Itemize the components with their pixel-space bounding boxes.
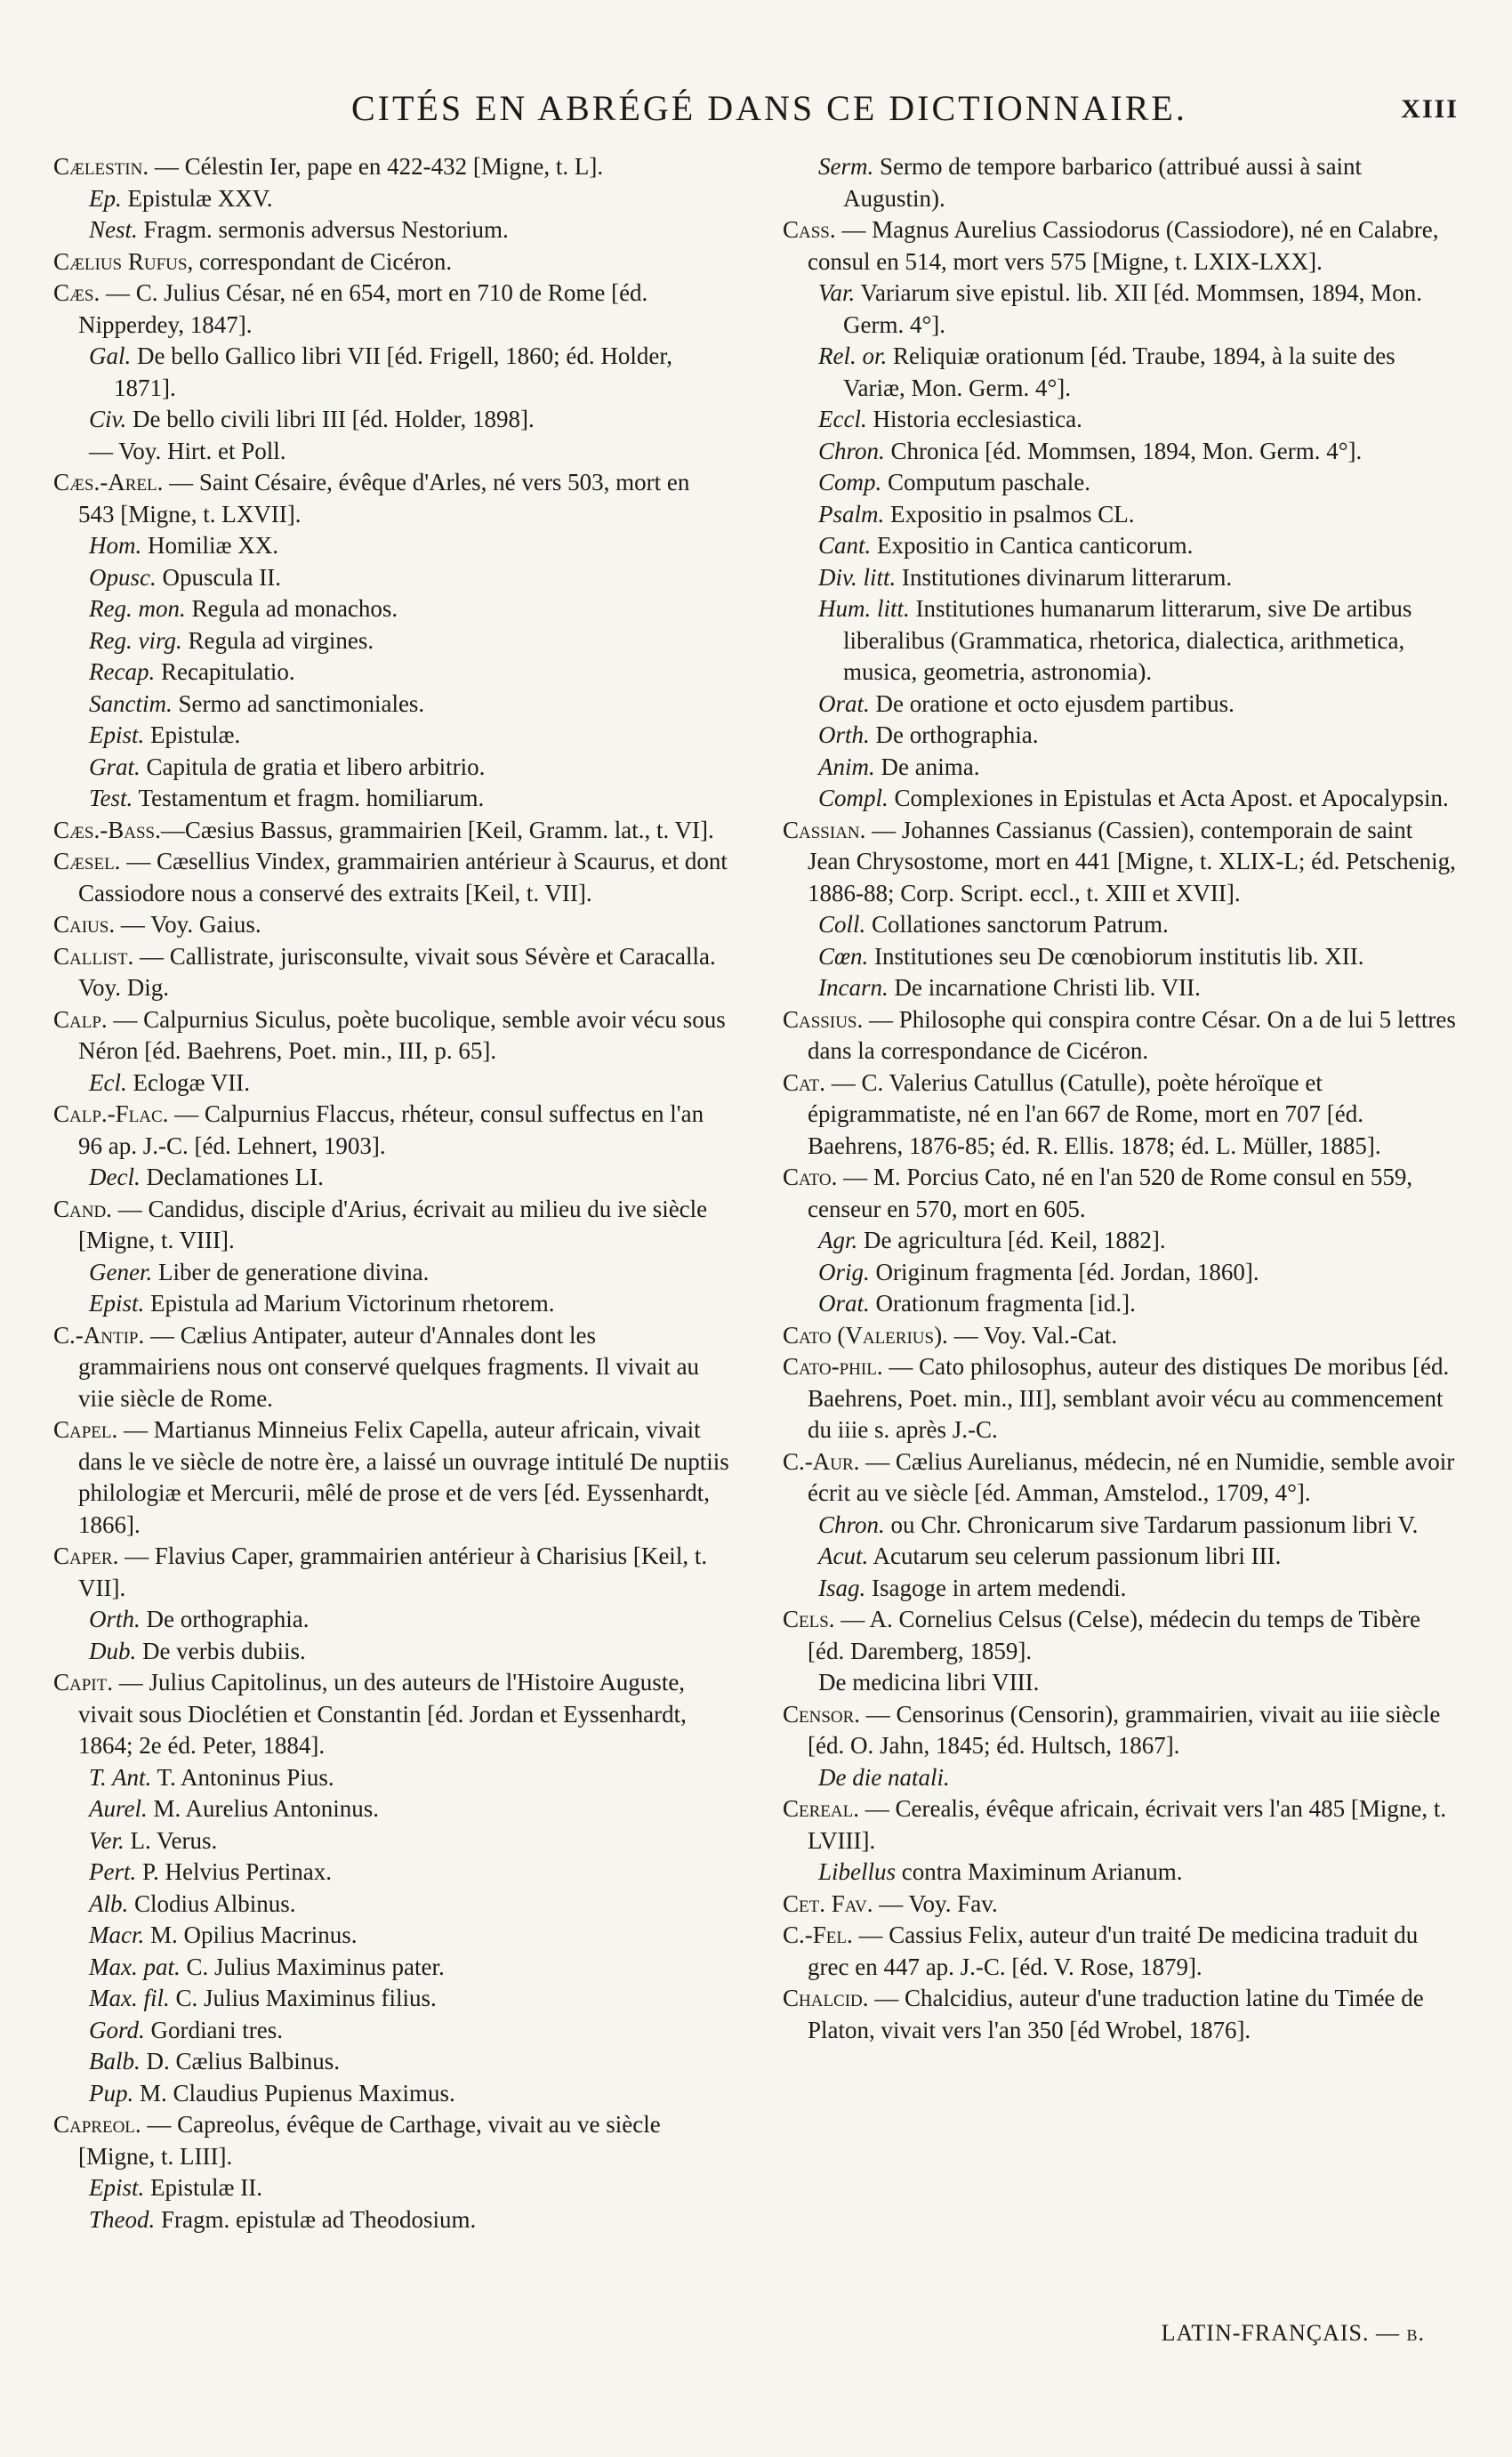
entry-text: M. Opilius Macrinus. xyxy=(144,1921,358,1948)
entry-text: Clodius Albinus. xyxy=(128,1889,296,1917)
abbreviation-line xyxy=(53,657,729,689)
entry-text: T. Antoninus Pius. xyxy=(151,1763,334,1791)
abbreviation-line xyxy=(53,341,729,404)
dictionary-entry xyxy=(783,1920,1459,1983)
abbreviation-line xyxy=(53,752,729,784)
abbreviation-line xyxy=(783,436,1459,468)
abbreviation-line xyxy=(783,909,1459,941)
entry-text: Sermo de tempore barbarico (attribué aussi à saint Augustin). xyxy=(843,153,1363,212)
abbreviation: Var. xyxy=(818,279,856,306)
dictionary-entry xyxy=(783,1004,1459,1067)
entry-text: Fragm. epistulæ ad Theodosium. xyxy=(155,2205,477,2233)
entry-key: Callist. xyxy=(53,942,134,970)
dictionary-entry xyxy=(53,1414,729,1541)
entry-text: Expositio in Cantica canticorum. xyxy=(871,532,1194,559)
entry-text: C. Julius Maximinus filius. xyxy=(169,1985,437,2011)
abbreviation: Epist. xyxy=(89,721,145,748)
dictionary-entry xyxy=(53,151,729,183)
abbreviation-line xyxy=(53,1257,729,1289)
abbreviation-line xyxy=(783,1857,1459,1889)
abbreviation: T. Ant. xyxy=(89,1763,152,1791)
abbreviation: Epist. xyxy=(89,2174,145,2201)
dictionary-entry xyxy=(53,941,729,1004)
abbreviation: Div. litt. xyxy=(818,563,897,591)
entry-key: Cet. Fav. xyxy=(783,1889,873,1917)
entry-text: L. Verus. xyxy=(124,1826,218,1854)
entry-text: P. Helvius Pertinax. xyxy=(136,1858,332,1885)
abbreviation-line xyxy=(783,941,1459,973)
abbreviation-line xyxy=(783,562,1459,594)
abbreviation-line xyxy=(53,593,729,625)
abbreviation-line xyxy=(783,689,1459,721)
abbreviation: Gord. xyxy=(89,2016,145,2043)
entry-key: C.-Aur. xyxy=(783,1447,860,1475)
entry-text: — Flavius Caper, grammairien antérieur à Charisius [Keil, t. VII]. xyxy=(78,1543,708,1601)
abbreviation: Anim. xyxy=(818,753,875,780)
entry-text: De medicina libri VIII. xyxy=(818,1669,1040,1696)
dictionary-entry xyxy=(53,846,729,909)
abbreviation-line xyxy=(53,625,729,657)
abbreviation-line xyxy=(53,1983,729,2015)
entry-text: — Cato philosophus, auteur des distiques De moribus [éd. Baehrens, Poet. min., III], semblant avoir vécu au commencement du iiie s. après J.-C. xyxy=(808,1353,1450,1443)
abbreviation-line xyxy=(53,1920,729,1952)
entry-text: Epistulæ. xyxy=(144,721,241,748)
abbreviation: Coll. xyxy=(818,911,866,938)
dictionary-entry xyxy=(783,1162,1459,1225)
entry-key: Cassian. xyxy=(783,816,866,843)
entry-text: Originum fragmenta [éd. Jordan, 1860]. xyxy=(869,1258,1259,1285)
abbreviation-line xyxy=(783,278,1459,341)
abbreviation: Reg. virg. xyxy=(89,626,182,654)
entry-key: Cæs.-Arel. xyxy=(53,469,164,495)
abbreviation: Comp. xyxy=(818,469,882,495)
entry-text: M. Claudius Pupienus Maximus. xyxy=(133,2079,455,2107)
abbreviation-line xyxy=(53,1889,729,1921)
abbreviation-line xyxy=(783,720,1459,752)
entry-text: De agricultura [éd. Keil, 1882]. xyxy=(857,1227,1166,1253)
abbreviation-line xyxy=(783,1225,1459,1257)
entry-key: Cass. xyxy=(783,216,836,243)
entry-text: — Callistrate, jurisconsulte, vivait sous Sévère et Caracalla. Voy. Dig. xyxy=(78,942,716,1001)
abbreviation-line xyxy=(783,151,1459,214)
abbreviation: Civ. xyxy=(89,406,127,432)
entry-text: Liber de generatione divina. xyxy=(152,1258,430,1285)
abbreviation-line xyxy=(783,341,1459,404)
abbreviation: Hom. xyxy=(89,532,142,559)
entry-key: Chalcid. xyxy=(783,1985,869,2011)
dictionary-entry xyxy=(53,1320,729,1415)
abbreviation: Max. pat. xyxy=(89,1953,181,1980)
abbreviation-line xyxy=(53,1793,729,1825)
abbreviation-line xyxy=(53,1825,729,1857)
abbreviation: Alb. xyxy=(89,1889,129,1917)
abbreviation: Rel. or. xyxy=(818,342,888,369)
dictionary-entry xyxy=(783,214,1459,278)
abbreviation: Gener. xyxy=(89,1258,153,1285)
entry-text: De bello Gallico libri VII [éd. Frigell, 1860; éd. Holder, 1871]. xyxy=(114,342,673,401)
entry-text: Capitula de gratia et libero arbitrio. xyxy=(140,753,486,780)
abbreviation: Chron. xyxy=(818,437,885,464)
abbreviation: Orth. xyxy=(89,1606,141,1632)
entry-text: Computum paschale. xyxy=(881,469,1090,495)
dictionary-entry xyxy=(53,909,729,941)
entry-text: Epistulæ II. xyxy=(144,2174,263,2201)
entry-key: Cæs. xyxy=(53,279,101,306)
abbreviation: Incarn. xyxy=(818,974,889,1001)
entry-key: Capel. xyxy=(53,1416,118,1443)
page-number: XIII xyxy=(1401,94,1459,124)
entry-text: — Candidus, disciple d'Arius, écrivait au milieu du ive siècle [Migne, t. VIII]. xyxy=(78,1195,708,1253)
abbreviation-line xyxy=(783,499,1459,531)
abbreviation: Max. fil. xyxy=(89,1985,170,2011)
entry-key: Cassius. xyxy=(783,1005,864,1033)
entry-key: Capit. xyxy=(53,1669,113,1696)
entry-text: — Célestin Ier, pape en 422-432 [Migne, t. L]. xyxy=(149,153,604,180)
entry-key: Cels. xyxy=(783,1606,835,1632)
entry-text: — Cæsellius Vindex, grammairien antérieur à Scaurus, et dont Cassiodore nous a conservé des extraits [Keil, t. VII]. xyxy=(78,848,728,906)
entry-text: — Calpurnius Flaccus, rhéteur, consul suffectus en l'an 96 ap. J.-C. [éd. Lehnert, 1903]. xyxy=(78,1100,704,1159)
entry-text: Testamentum et fragm. homiliarum. xyxy=(133,785,485,811)
entry-text: Eclogæ VII. xyxy=(126,1068,250,1096)
dictionary-entry xyxy=(783,1699,1459,1762)
dictionary-entry xyxy=(53,1194,729,1257)
dictionary-entry xyxy=(783,1446,1459,1510)
abbreviation-line xyxy=(53,1067,729,1100)
abbreviation: Orat. xyxy=(818,689,870,717)
abbreviation: Reg. mon. xyxy=(89,595,186,622)
dictionary-entry xyxy=(783,1351,1459,1446)
entry-key: Cælius Rufus, xyxy=(53,247,194,275)
entry-text: Historia ecclesiastica. xyxy=(866,406,1082,432)
abbreviation-line xyxy=(783,593,1459,689)
entry-text: —Cæsius Bassus, grammairien [Keil, Gramm. lat., t. VI]. xyxy=(160,816,714,843)
entry-key: Calp.-Flac. xyxy=(53,1100,169,1127)
entry-text: — Magnus Aurelius Cassiodorus (Cassiodore), né en Calabre, consul en 514, mort vers 575 [Migne, t. LXIX-LXX]. xyxy=(808,216,1439,275)
abbreviation-line xyxy=(783,530,1459,562)
abbreviation: Pert. xyxy=(89,1858,137,1885)
entry-key: Cat. xyxy=(783,1068,825,1096)
dictionary-entry xyxy=(53,2109,729,2172)
dictionary-page xyxy=(53,53,1459,2411)
entry-text: Isagoge in artem medendi. xyxy=(865,1574,1127,1601)
entry-text: De orthographia. xyxy=(140,1606,310,1632)
dictionary-entry xyxy=(53,1667,729,1762)
abbreviation: Sanctim. xyxy=(89,689,173,717)
left-column xyxy=(53,151,729,2235)
entry-text: ou Chr. Chronicarum sive Tardarum passionum libri V. xyxy=(884,1510,1419,1538)
dictionary-entry xyxy=(783,1320,1459,1352)
entry-text: — Saint Césaire, évêque d'Arles, né vers 503, mort en 543 [Migne, t. LXVII]. xyxy=(78,469,690,528)
abbreviation-line xyxy=(53,1288,729,1320)
entry-key: Cæs.-Bass. xyxy=(53,816,161,843)
entry-text: Recapitulatio. xyxy=(155,658,295,685)
abbreviation: Dub. xyxy=(89,1637,137,1664)
dictionary-entry xyxy=(53,467,729,530)
entry-text: — Voy. Gaius. xyxy=(115,911,261,938)
entry-text: correspondant de Cicéron. xyxy=(193,247,453,275)
entry-key: Censor. xyxy=(783,1700,861,1728)
entry-text: — C. Julius César, né en 654, mort en 710 de Rome [éd. Nipperdey, 1847]. xyxy=(78,279,648,338)
abbreviation: Grat. xyxy=(89,753,141,780)
signature-mark: LATIN-FRANÇAIS. — b. xyxy=(1161,2320,1425,2346)
entry-text: Regula ad virgines. xyxy=(181,626,374,654)
abbreviation: Cœn. xyxy=(818,942,869,970)
abbreviation: Orth. xyxy=(818,721,870,748)
dictionary-entry xyxy=(53,1004,729,1067)
dictionary-entry xyxy=(783,1604,1459,1667)
abbreviation: Gal. xyxy=(89,342,132,369)
abbreviation-line xyxy=(783,972,1459,1004)
entry-text: — A. Cornelius Celsus (Celse), médecin du temps de Tibère [éd. Daremberg, 1859]. xyxy=(808,1606,1420,1664)
entry-text: — Voy. Val.-Cat. xyxy=(947,1321,1118,1349)
entry-key: Cæsel. xyxy=(53,848,121,874)
entry-text: De orthographia. xyxy=(869,721,1039,748)
abbreviation: Isag. xyxy=(818,1574,866,1601)
entry-key: Cato. xyxy=(783,1164,838,1190)
entry-key: Cand. xyxy=(53,1195,112,1222)
entry-text: Reliquiæ orationum [éd. Traube, 1894, à la suite des Variæ, Mon. Germ. 4°]. xyxy=(843,342,1395,401)
entry-text: — Voy. Hirt. et Poll. xyxy=(89,437,286,464)
entry-text: C. Julius Maximinus pater. xyxy=(180,1953,445,1980)
abbreviation: Test. xyxy=(89,785,133,811)
abbreviation-line xyxy=(783,1541,1459,1573)
entry-text: Complexiones in Epistulas et Acta Apost. et Apocalypsin. xyxy=(888,785,1449,811)
abbreviation-line xyxy=(53,1762,729,1794)
entry-text: Gordiani tres. xyxy=(144,2016,283,2043)
entry-text: De verbis dubiis. xyxy=(136,1637,306,1664)
dictionary-entry xyxy=(783,815,1459,910)
entry-key: Capreol. xyxy=(53,2111,141,2138)
entry-text: Chronica [éd. Mommsen, 1894, Mon. Germ. 4°]. xyxy=(884,437,1363,464)
entry-text: Institutiones divinarum litterarum. xyxy=(896,563,1233,591)
entry-text: De incarnatione Christi lib. VII. xyxy=(888,974,1201,1001)
abbreviation-line xyxy=(53,2204,729,2236)
abbreviation: Chron. xyxy=(818,1510,885,1538)
entry-text: — Cælius Aurelianus, médecin, né en Numidie, semble avoir écrit au ve siècle [éd. Amman, Amstelod., 1709, 4°]. xyxy=(808,1447,1455,1506)
dictionary-entry xyxy=(53,246,729,278)
entry-key: Caius. xyxy=(53,911,116,938)
abbreviation: Serm. xyxy=(818,153,874,180)
entry-text: Expositio in psalmos CL. xyxy=(884,500,1135,528)
entry-text: Institutiones humanarum litterarum, sive De artibus liberalibus (Grammatica, rhetorica, dialectica, arithmetica, musica, geometria, astronomia). xyxy=(843,595,1412,685)
abbreviation-line xyxy=(53,720,729,752)
abbreviation-line xyxy=(53,1162,729,1194)
entry-key: Cælestin. xyxy=(53,153,149,180)
abbreviation-line xyxy=(53,2172,729,2204)
abbreviation: Balb. xyxy=(89,2048,141,2074)
abbreviation-line xyxy=(53,562,729,594)
entry-text: — Cassius Felix, auteur d'un traité De medicina traduit du grec en 447 ap. J.-C. [éd. V. Rose, 1879]. xyxy=(808,1921,1419,1980)
abbreviation-line xyxy=(53,1636,729,1668)
abbreviation-line xyxy=(53,530,729,562)
abbreviation: Hum. litt. xyxy=(818,595,910,622)
abbreviation-line xyxy=(783,1667,1459,1699)
entry-text: Sermo ad sanctimoniales. xyxy=(172,689,425,717)
entry-text: contra Maximinum Arianum. xyxy=(896,1858,1183,1885)
abbreviation: Agr. xyxy=(818,1227,858,1253)
entry-text: Institutiones seu De cœnobiorum institutis lib. XII. xyxy=(868,942,1364,970)
entry-text: — M. Porcius Cato, né en l'an 520 de Rome consul en 559, censeur en 570, mort en 605. xyxy=(808,1164,1413,1222)
abbreviation: Theod. xyxy=(89,2205,156,2233)
abbreviation-line xyxy=(53,1857,729,1889)
entry-text: M. Aurelius Antoninus. xyxy=(147,1795,380,1822)
abbreviation-line xyxy=(53,214,729,246)
abbreviation-line xyxy=(783,783,1459,815)
entry-key: Cato (Valerius). xyxy=(783,1321,948,1349)
entry-text: — Johannes Cassianus (Cassien), contemporain de saint Jean Chrysostome, mort en 441 [Migne, t. XLIX-L; éd. Petschenig, 1886-88; Corp. Script. eccl., t. XIII et XVII]. xyxy=(808,816,1456,906)
entry-text: — Cerealis, évêque africain, écrivait vers l'an 485 [Migne, t. LVIII]. xyxy=(808,1795,1447,1854)
entry-text: — Martianus Minneius Felix Capella, auteur africain, vivait dans le ve siècle de notre ère, a laissé un ouvrage intitulé De nuptiis philologiæ et Mercurii, mêlé de prose et de vers [éd. Eyssenhardt, 1866]. xyxy=(78,1416,729,1538)
abbreviation-line xyxy=(53,436,729,468)
abbreviation-line xyxy=(53,1604,729,1636)
entry-text: Epistulæ XXV. xyxy=(121,184,273,212)
dictionary-entry xyxy=(783,1793,1459,1857)
dictionary-entry xyxy=(53,1541,729,1604)
abbreviation: Pup. xyxy=(89,2079,134,2107)
abbreviation-line xyxy=(783,1257,1459,1289)
abbreviation-line xyxy=(783,467,1459,499)
entry-key: C.-Fel. xyxy=(783,1921,853,1948)
abbreviation-line xyxy=(783,752,1459,784)
entry-text: Regula ad monachos. xyxy=(185,595,398,622)
abbreviation-line xyxy=(783,1573,1459,1605)
abbreviation: Opusc. xyxy=(89,563,157,591)
entry-text: De oratione et octo ejusdem partibus. xyxy=(869,689,1235,717)
entry-text: Declamationes LI. xyxy=(140,1164,324,1190)
entry-key: Cato-phil. xyxy=(783,1353,883,1380)
abbreviation: Eccl. xyxy=(818,406,867,432)
page-header xyxy=(53,87,1459,149)
dictionary-entry xyxy=(53,278,729,341)
abbreviation-line xyxy=(53,2046,729,2078)
entry-text: Fragm. sermonis adversus Nestorium. xyxy=(137,216,509,243)
dictionary-entry xyxy=(53,1099,729,1162)
abbreviation: Compl. xyxy=(818,785,889,811)
abbreviation: Aurel. xyxy=(89,1795,148,1822)
entry-text: Acutarum seu celerum passionum libri III. xyxy=(868,1543,1282,1569)
abbreviation: Decl. xyxy=(89,1164,141,1190)
entry-key: Caper. xyxy=(53,1543,119,1569)
abbreviation: Ep. xyxy=(89,184,122,212)
entry-text: — Julius Capitolinus, un des auteurs de l'Histoire Auguste, vivait sous Dioclétien et Constantin [éd. Jordan et Eyssenhardt, 1864; 2e éd. Peter, 1884]. xyxy=(78,1669,687,1759)
abbreviation: Orat. xyxy=(818,1290,870,1317)
entry-text: De anima. xyxy=(874,753,980,780)
entry-text: — C. Valerius Catullus (Catulle), poète héroïque et épigrammatiste, né en l'an 667 de Rome, mort en 707 [éd. Baehrens, 1876-85; éd. R. Ellis. 1878; éd. L. Müller, 1885]. xyxy=(808,1068,1381,1159)
entry-text: Homiliæ XX. xyxy=(141,532,279,559)
abbreviation-line xyxy=(53,1952,729,1984)
entry-text: De bello civili libri III [éd. Holder, 1898]. xyxy=(126,406,535,432)
abbreviation-line xyxy=(783,1762,1459,1794)
abbreviation-line xyxy=(53,2078,729,2110)
right-column xyxy=(783,151,1459,2046)
abbreviation: Recap. xyxy=(89,658,156,685)
entry-text: — Cælius Antipater, auteur d'Annales dont les grammairiens nous ont conservé quelques fragments. Il vivait au viie siècle de Rome. xyxy=(78,1321,700,1412)
entry-text: — Censorinus (Censorin), grammairien, vivait au iiie siècle [éd. O. Jahn, 1845; éd. Hultsch, 1867]. xyxy=(808,1700,1441,1759)
dictionary-entry xyxy=(783,1067,1459,1163)
abbreviation-line xyxy=(53,2015,729,2047)
entry-key: Cereal. xyxy=(783,1795,859,1822)
dictionary-entry xyxy=(783,1889,1459,1921)
dictionary-entry xyxy=(783,1983,1459,2046)
abbreviation: Psalm. xyxy=(818,500,885,528)
entry-text: — Calpurnius Siculus, poète bucolique, semble avoir vécu sous Néron [éd. Baehrens, Poet. min., III, p. 65]. xyxy=(78,1005,726,1064)
dictionary-entry xyxy=(53,815,729,847)
entry-text: Orationum fragmenta [id.]. xyxy=(869,1290,1136,1317)
entry-text: Epistula ad Marium Victorinum rhetorem. xyxy=(144,1290,555,1317)
abbreviation: Orig. xyxy=(818,1258,870,1285)
entry-text: — Chalcidius, auteur d'une traduction latine du Timée de Platon, vivait vers l'an 350 [éd Wrobel, 1876]. xyxy=(808,1985,1424,2043)
abbreviation: Cant. xyxy=(818,532,872,559)
abbreviation: Libellus xyxy=(818,1858,897,1885)
entry-key: Calp. xyxy=(53,1005,108,1033)
abbreviation-line xyxy=(53,689,729,721)
abbreviation-line xyxy=(53,783,729,815)
entry-text: — Philosophe qui conspira contre César. On a de lui 5 lettres dans la correspondance de Cicéron. xyxy=(808,1005,1456,1064)
abbreviation: Macr. xyxy=(89,1921,145,1948)
abbreviation-line xyxy=(783,1510,1459,1542)
entry-text: D. Cælius Balbinus. xyxy=(140,2048,341,2074)
page-title: CITÉS EN ABRÉGÉ DANS CE DICTIONNAIRE. xyxy=(351,88,1187,128)
entry-text: Collationes sanctorum Patrum. xyxy=(865,911,1169,938)
abbreviation-line xyxy=(53,183,729,215)
entry-text: Opuscula II. xyxy=(156,563,281,591)
abbreviation: De die natali. xyxy=(818,1763,950,1791)
entry-text: — Voy. Fav. xyxy=(873,1889,998,1917)
entry-text: Variarum sive epistul. lib. XII [éd. Mommsen, 1894, Mon. Germ. 4°]. xyxy=(843,279,1422,338)
abbreviation: Ver. xyxy=(89,1826,125,1854)
abbreviation: Ecl. xyxy=(89,1068,127,1096)
abbreviation: Acut. xyxy=(818,1543,869,1569)
abbreviation: Epist. xyxy=(89,1290,145,1317)
entry-text: — Capreolus, évêque de Carthage, vivait au ve siècle [Migne, t. LIII]. xyxy=(78,2111,661,2170)
abbreviation: Nest. xyxy=(89,216,138,243)
abbreviation-line xyxy=(783,1288,1459,1320)
abbreviation-line xyxy=(783,404,1459,436)
entry-key: C.-Antip. xyxy=(53,1321,145,1349)
abbreviation-line xyxy=(53,404,729,436)
